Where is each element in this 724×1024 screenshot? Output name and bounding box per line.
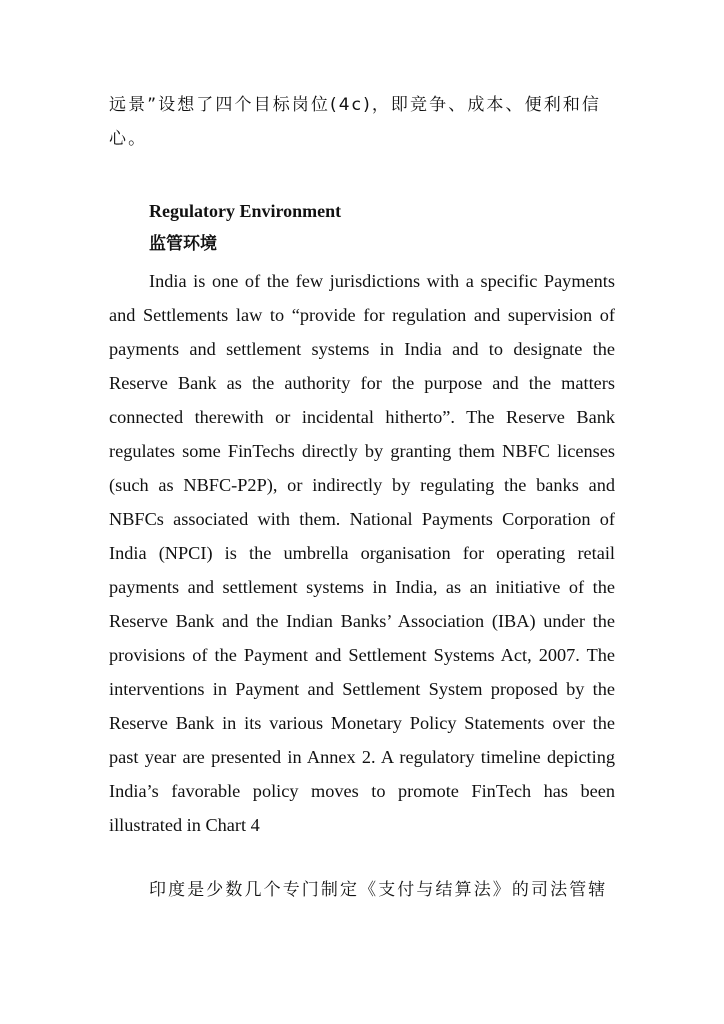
body-paragraph-cn (109, 873, 615, 907)
section-heading-cn: 监管环境 (149, 234, 217, 254)
intro-paragraph-cn (109, 88, 615, 156)
body-cn-line-1: 印度是少数几个专门制定《支付与结算法》的司法管辖 (149, 880, 608, 900)
intro-line-1: 远景”设想了四个目标岗位(4c)，即竞争、成本、便利和信 (109, 95, 602, 115)
section-heading-en: Regulatory Environment (149, 201, 342, 221)
body-paragraph-en: India is one of the few jurisdictions with a specific Payments and Settlements law to “provide for regulation and supervision of payments and settlement systems in India and to designate the Reserve Bank as the authority for the purpose and the matters connected therewith or incidental hitherto”. The Reserve Bank regulates some FinTechs directly by granting them NBFC licenses (such as NBFC-P2P), or indirectly by regulating the banks and NBFCs associated with them. National Payments Corporation of India (NPCI) is the umbrella organisation for operating retail payments and settlement systems in India, as an initiative of the Reserve Bank and the Indian Banks’ Association (IBA) under the provisions of the Payment and Settlement Systems Act, 2007. The interventions in Payment and Settlement System proposed by the Reserve Bank in its various Monetary Policy Statements over the past year are presented in Annex 2. A regulatory timeline depicting India’s favorable policy moves to promote FinTech has been illustrated in Chart 4 (109, 271, 615, 835)
intro-line-2: 心。 (109, 129, 148, 149)
